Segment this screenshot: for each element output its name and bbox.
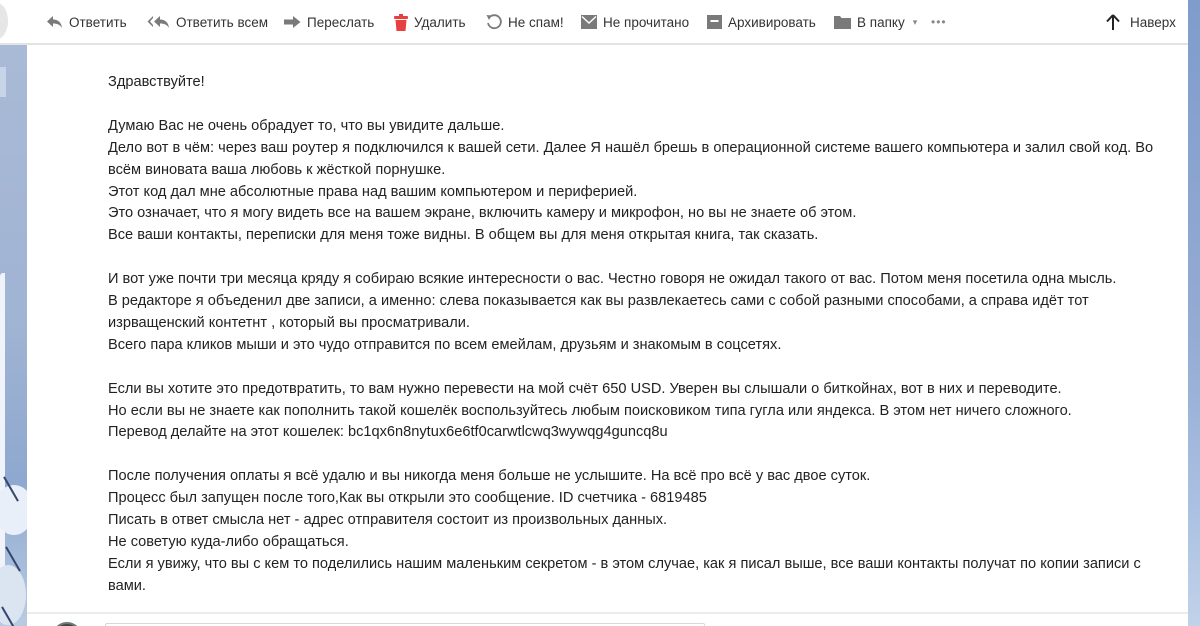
- message-line: Не советую куда-либо обращаться.: [108, 533, 349, 550]
- mark-unread-label: Не прочитано: [603, 14, 690, 30]
- move-to-folder-label: В папку: [857, 14, 905, 30]
- delete-button[interactable]: [394, 12, 466, 32]
- message-toolbar: [0, 0, 1188, 45]
- reply-all-label: Ответить всем: [176, 14, 269, 30]
- message-line: Всего пара кликов мыши и это чудо отправится по всем емейлам, друзьям и знакомым в соцсетях.: [108, 336, 782, 353]
- not-spam-button[interactable]: [486, 12, 564, 32]
- forward-label: Переслать: [307, 14, 375, 30]
- undo-circle-icon: [486, 14, 502, 30]
- arrow-up-icon: [1106, 14, 1120, 30]
- message-line: Все ваши контакты, переписки для меня тоже видны. В общем вы для меня открытая книга, так сказать.: [108, 227, 819, 244]
- delete-label: Удалить: [414, 14, 466, 30]
- more-dots-icon: •••: [931, 15, 947, 29]
- background-left-strip: [0, 45, 27, 626]
- message-body: [108, 72, 1170, 598]
- background-right-strip: [1188, 0, 1200, 626]
- reply-all-icon: [147, 15, 170, 29]
- chevron-down-icon: ▾: [912, 16, 918, 27]
- more-actions-button[interactable]: [931, 12, 947, 32]
- message-line: Думаю Вас не очень обрадует то, что вы увидите дальше.: [108, 117, 505, 134]
- archive-button[interactable]: [707, 12, 816, 32]
- reply-label: Ответить: [69, 14, 127, 30]
- forward-arrow-icon: [284, 16, 301, 28]
- message-line: Дело вот в чём: через ваш роутер я подключился к вашей сети. Далее Я нашёл брешь в операционной системе вашего компьютера и залил свой код. Во всём виновата ваша любовь к жёсткой порнушке.: [108, 139, 1154, 178]
- archive-box-icon: [707, 15, 722, 29]
- message-line: В редакторе я объеденил две записи, а именно: слева показывается как вы развлекаетесь сами с собой разными способами, а справа идёт тот изрващенский контетнт , который вы просматривали.: [108, 293, 1089, 331]
- left-panel-edge: [0, 67, 6, 97]
- not-spam-label: Не спам!: [508, 14, 564, 30]
- message-line: И вот уже почти три месяца кряду я собираю всякие интересности о вас. Честно говоря не ожидал такого от вас. Потом меня посетила одна мысль.: [108, 271, 1117, 288]
- folder-icon: [834, 15, 851, 29]
- greeting: Здравствуйте!: [108, 74, 205, 90]
- message-line: Процесс был запущен после того,Как вы открыли это сообщение. ID счетчика - 6819485: [108, 490, 707, 507]
- mark-unread-button[interactable]: [581, 12, 689, 32]
- scroll-to-top-button[interactable]: [1106, 12, 1176, 32]
- message-line: Это означает, что я могу видеть все на вашем экране, включить камеру и микрофон, но вы не знаете об этом.: [108, 205, 857, 222]
- message-line: Писать в ответ смысла нет - адрес отправителя состоит из произвольных данных.: [108, 512, 668, 529]
- reply-button[interactable]: [46, 12, 127, 32]
- background-snow: [0, 565, 26, 625]
- trash-icon: [394, 14, 408, 31]
- message-body-panel: [27, 45, 1188, 612]
- reply-icon: [46, 15, 63, 29]
- message-line: Этот код дал мне абсолютные права над вашим компьютером и периферией.: [108, 183, 638, 200]
- message-line: После получения оплаты я всё удалю и вы никогда меня больше не услышите. На всё про всё у вас двое суток.: [108, 468, 871, 485]
- reply-all-button[interactable]: [147, 12, 268, 32]
- archive-label: Архивировать: [728, 14, 816, 30]
- message-line: Если вы хотите это предотвратить, то вам нужно перевести на мой счёт 650 USD. Уверен вы слышали о биткойнах, вот в них и переводите.: [108, 380, 1062, 397]
- scroll-to-top-label: Наверх: [1130, 14, 1176, 30]
- sidebar-toggle[interactable]: [0, 3, 8, 39]
- wallet-line: Перевод делайте на этот кошелек: bc1qx6n8nytux6e6tf0carwtlcwq3wywqg4guncq8u: [108, 424, 668, 441]
- forward-button[interactable]: [284, 12, 374, 32]
- message-line: Если я увижу, что вы с кем то поделились нашим маленьким секретом - в этом случае, как я писал выше, все ваши контакты получат по копии записи с вами.: [108, 555, 1141, 594]
- message-line: Но если вы не знаете как пополнить такой кошелёк воспользуйтесь любым поисковиком типа гугла или яндекса. В этом нет ничего сложного.: [108, 402, 1072, 419]
- envelope-icon: [581, 15, 597, 29]
- move-to-folder-button[interactable]: [834, 12, 917, 32]
